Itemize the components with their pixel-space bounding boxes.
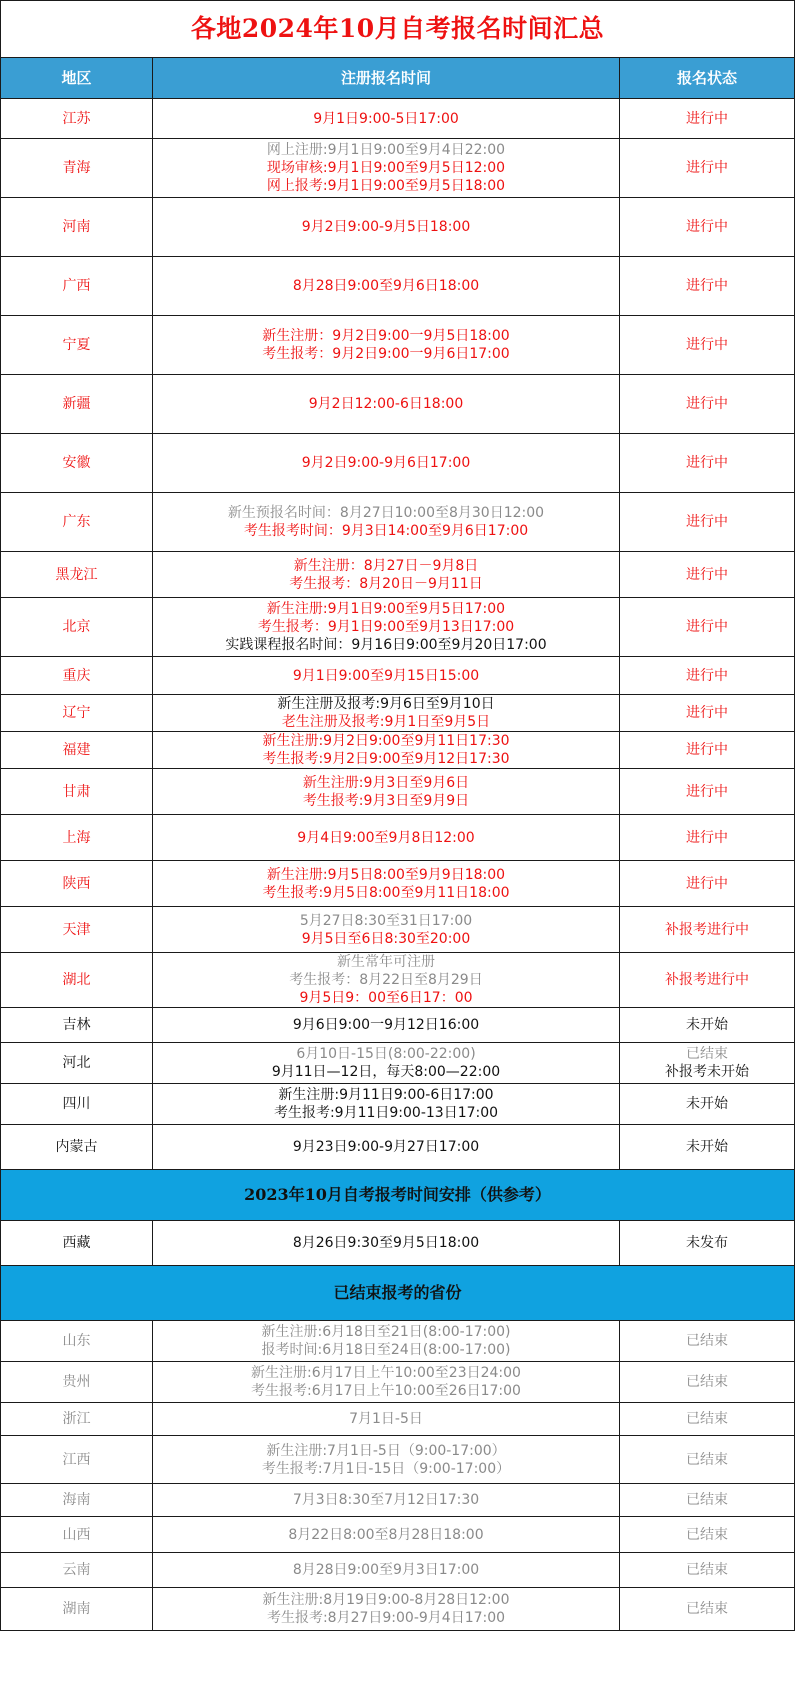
- table-row: [1, 598, 795, 657]
- region-cell: 甘肃: [1, 769, 153, 815]
- region-cell: 安徽: [1, 434, 153, 493]
- status-cell: [620, 769, 795, 815]
- time-cell-line: 考生报考：9月2日9:00一9月6日17:00: [262, 346, 510, 362]
- section-ended-header-title: 已结束报考的省份: [1, 1266, 795, 1321]
- time-cell-line: 新生注册:7月1日-5日（9:00-17:00）: [266, 1442, 506, 1459]
- table-row: [1, 769, 795, 815]
- table-row: [1, 1321, 795, 1362]
- time-cell-line: 7月3日8:30至7月12日17:30: [292, 1492, 480, 1508]
- table-row: [1, 1553, 795, 1588]
- time-cell: [153, 1436, 620, 1484]
- status-cell-line: 进行中: [686, 783, 728, 800]
- time-cell: [153, 1588, 620, 1631]
- time-cell: [153, 1043, 620, 1084]
- time-cell: [153, 598, 620, 657]
- status-cell-line: 已结束: [686, 1601, 728, 1617]
- status-cell: [620, 1517, 795, 1553]
- time-cell-line: 现场审核:9月1日9:00至9月5日12:00: [266, 160, 506, 176]
- status-cell-line: 已结束: [686, 1046, 728, 1062]
- section-2023-header: [1, 1170, 795, 1221]
- time-cell-line: 考生报考:6月17日上午10:00至26日17:00: [251, 1383, 521, 1399]
- time-cell-line: 新生注册及报考:9月6日至9月10日: [277, 696, 495, 712]
- time-cell-line: 新生注册:6月18日至21日(8:00-17:00): [261, 1324, 511, 1340]
- time-cell-line: 9月1日9:00至9月15日15:00: [292, 667, 480, 684]
- status-cell: [620, 695, 795, 732]
- status-cell-line: 进行中: [686, 705, 728, 721]
- status-cell-line: 未开始: [686, 1096, 728, 1112]
- table-row: [1, 493, 795, 552]
- time-cell: [153, 1517, 620, 1553]
- table-row: [1, 1484, 795, 1517]
- status-cell: [620, 316, 795, 375]
- status-cell: [620, 1436, 795, 1484]
- time-cell: [153, 99, 620, 139]
- time-cell-line: 考生报考:9月5日8:00至9月11日18:00: [262, 884, 510, 901]
- status-cell-line: 进行中: [686, 875, 728, 892]
- time-cell: [153, 953, 620, 1008]
- status-cell-line: 已结束: [686, 1526, 728, 1543]
- time-cell: [153, 1553, 620, 1588]
- table-row: [1, 1403, 795, 1436]
- region-cell: 贵州: [1, 1362, 153, 1403]
- table-row: [1, 375, 795, 434]
- status-cell: [620, 732, 795, 769]
- status-cell-line: 已结束: [686, 1562, 728, 1578]
- table-row: [1, 657, 795, 695]
- time-cell-line: 新生常年可注册: [337, 954, 435, 970]
- table-row: [1, 1436, 795, 1484]
- header-region: 地区: [1, 58, 153, 99]
- time-cell: [153, 316, 620, 375]
- status-cell-line: 已结束: [686, 1411, 728, 1427]
- region-cell: 湖北: [1, 953, 153, 1008]
- status-cell-line: 进行中: [686, 160, 728, 176]
- table-row: [1, 1221, 795, 1266]
- region-cell: 北京: [1, 598, 153, 657]
- header-time: 注册报名时间: [153, 58, 620, 99]
- status-cell: [620, 552, 795, 598]
- status-cell-line: 进行中: [686, 829, 728, 846]
- table-row: [1, 257, 795, 316]
- status-cell: [620, 1043, 795, 1084]
- status-cell: [620, 1008, 795, 1043]
- time-cell: [153, 198, 620, 257]
- status-cell: [620, 198, 795, 257]
- time-cell-line: 新生注册:9月2日9:00至9月11日17:30: [262, 733, 510, 749]
- time-cell: [153, 861, 620, 907]
- status-cell: [620, 1221, 795, 1266]
- status-cell-line: 补报考进行中: [665, 972, 749, 988]
- time-cell-line: 新生预报名时间：8月27日10:00至8月30日12:00: [227, 505, 545, 521]
- time-cell-line: 考生报考:9月11日9:00-13日17:00: [273, 1105, 499, 1121]
- region-cell: 陕西: [1, 861, 153, 907]
- time-cell-line: 8月22日8:00至8月28日18:00: [288, 1526, 484, 1543]
- status-cell: [620, 1403, 795, 1436]
- time-cell: [153, 732, 620, 769]
- region-cell: 新疆: [1, 375, 153, 434]
- time-cell: [153, 907, 620, 953]
- time-cell: [153, 695, 620, 732]
- time-cell-line: 考生报考:9月3日至9月9日: [302, 792, 470, 809]
- section-2023-header-title: 2023年10月自考报考时间安排（供参考）: [1, 1170, 795, 1221]
- time-cell: [153, 434, 620, 493]
- time-cell: [153, 1484, 620, 1517]
- status-cell: [620, 1588, 795, 1631]
- time-cell-line: 8月28日9:00至9月6日18:00: [292, 278, 480, 294]
- time-cell-line: 9月2日9:00-9月6日17:00: [301, 455, 471, 471]
- status-cell: [620, 99, 795, 139]
- time-cell: [153, 1362, 620, 1403]
- time-cell-line: 网上注册:9月1日9:00至9月4日22:00: [266, 142, 506, 158]
- region-cell: 四川: [1, 1084, 153, 1125]
- table-row: [1, 1362, 795, 1403]
- time-cell-line: 9月2日12:00-6日18:00: [308, 396, 464, 412]
- table-row: [1, 1043, 795, 1084]
- region-cell: 青海: [1, 139, 153, 198]
- status-cell: [620, 434, 795, 493]
- time-cell: [153, 657, 620, 695]
- time-cell-line: 考生报考时间：9月3日14:00至9月6日17:00: [243, 523, 529, 539]
- time-cell-line: 考生报考:8月27日9:00-9月4日17:00: [266, 1610, 506, 1626]
- time-cell: [153, 552, 620, 598]
- region-cell: 广西: [1, 257, 153, 316]
- table-row: [1, 861, 795, 907]
- table-row: [1, 732, 795, 769]
- status-cell: [620, 1484, 795, 1517]
- status-cell-line: 已结束: [686, 1451, 728, 1468]
- time-cell: [153, 375, 620, 434]
- status-cell-line: 未开始: [686, 1139, 728, 1155]
- region-cell: 河南: [1, 198, 153, 257]
- page-title: 各地2024年10月自考报名时间汇总: [1, 1, 795, 58]
- time-cell-line: 5月27日8:30至31日17:00: [299, 912, 473, 929]
- time-cell-line: 8月26日9:30至9月5日18:00: [292, 1235, 480, 1251]
- status-cell-line: 未开始: [686, 1017, 728, 1033]
- time-cell-line: 考生报考：8月20日－9月11日: [289, 575, 483, 592]
- time-cell: [153, 1084, 620, 1125]
- status-cell-line: 已结束: [686, 1492, 728, 1508]
- table-row: [1, 434, 795, 493]
- region-cell: 云南: [1, 1553, 153, 1588]
- status-cell-line: 进行中: [686, 514, 728, 530]
- time-cell-line: 9月5日至6日8:30至20:00: [301, 930, 471, 947]
- time-cell: [153, 1008, 620, 1043]
- title-row: [1, 1, 795, 58]
- region-cell: 江西: [1, 1436, 153, 1484]
- table-row: [1, 316, 795, 375]
- time-cell-line: 考生报考：9月1日9:00至9月13日17:00: [257, 619, 515, 635]
- time-cell-line: 新生注册：9月2日9:00一9月5日18:00: [262, 328, 510, 344]
- header-row: [1, 58, 795, 99]
- status-cell-line: 进行中: [686, 455, 728, 471]
- status-cell: [620, 953, 795, 1008]
- time-cell-line: 9月4日9:00至9月8日12:00: [297, 829, 475, 846]
- table-row: [1, 907, 795, 953]
- table-row: [1, 815, 795, 861]
- time-cell-line: 9月5日9：00至6日17：00: [299, 990, 473, 1006]
- region-cell: 浙江: [1, 1403, 153, 1436]
- table-row: [1, 198, 795, 257]
- region-cell: 天津: [1, 907, 153, 953]
- time-cell-line: 8月28日9:00至9月3日17:00: [292, 1562, 480, 1578]
- table-row: [1, 99, 795, 139]
- region-cell: 广东: [1, 493, 153, 552]
- region-cell: 黑龙江: [1, 552, 153, 598]
- region-cell: 江苏: [1, 99, 153, 139]
- status-cell: [620, 1321, 795, 1362]
- status-cell-line: 进行中: [686, 110, 728, 127]
- time-cell-line: 新生注册:6月17日上午10:00至23日24:00: [251, 1365, 521, 1381]
- time-cell: [153, 493, 620, 552]
- status-cell: [620, 139, 795, 198]
- status-cell-line: 已结束: [686, 1374, 728, 1390]
- status-cell: [620, 1362, 795, 1403]
- region-cell: 上海: [1, 815, 153, 861]
- time-cell-line: 新生注册:9月1日9:00至9月5日17:00: [266, 601, 506, 617]
- status-cell-line: 进行中: [686, 619, 728, 635]
- region-cell: 湖南: [1, 1588, 153, 1631]
- time-cell-line: 6月10日-15日(8:00-22:00): [296, 1046, 476, 1062]
- status-cell: [620, 375, 795, 434]
- region-cell: 内蒙古: [1, 1125, 153, 1170]
- time-cell: [153, 139, 620, 198]
- status-cell: [620, 907, 795, 953]
- time-cell: [153, 1403, 620, 1436]
- time-cell-line: 考生报考:9月2日9:00至9月12日17:30: [262, 751, 510, 767]
- time-cell-line: 9月11日—12日，每天8:00—22:00: [271, 1064, 501, 1080]
- section-ended-header: [1, 1266, 795, 1321]
- status-cell: [620, 1553, 795, 1588]
- table-row: [1, 1125, 795, 1170]
- region-cell: 山东: [1, 1321, 153, 1362]
- time-cell: [153, 1125, 620, 1170]
- status-cell: [620, 815, 795, 861]
- time-cell-line: 老生注册及报考:9月1日至9月5日: [281, 714, 491, 730]
- time-cell-line: 网上报考:9月1日9:00至9月5日18:00: [266, 178, 506, 194]
- time-cell-line: 报考时间:6月18日至24日(8:00-17:00): [261, 1342, 511, 1358]
- time-cell-line: 9月23日9:00-9月27日17:00: [292, 1139, 480, 1155]
- time-cell: [153, 257, 620, 316]
- table-row: [1, 1008, 795, 1043]
- time-cell: [153, 769, 620, 815]
- time-cell-line: 新生注册：8月27日－9月8日: [293, 557, 479, 574]
- status-cell-line: 进行中: [686, 278, 728, 294]
- time-cell-line: 9月6日9:00一9月12日16:00: [292, 1017, 480, 1033]
- table-row: [1, 552, 795, 598]
- status-cell: [620, 257, 795, 316]
- status-cell-line: 进行中: [686, 219, 728, 235]
- status-cell: [620, 1084, 795, 1125]
- table-row: [1, 139, 795, 198]
- time-cell-line: 考生报考：8月22日至8月29日: [289, 972, 483, 988]
- region-cell: 海南: [1, 1484, 153, 1517]
- time-cell: [153, 1221, 620, 1266]
- time-cell-line: 7月1日-5日: [349, 1411, 423, 1427]
- time-cell-line: 新生注册:9月11日9:00-6日17:00: [278, 1087, 494, 1103]
- time-cell-line: 新生注册:8月19日9:00-8月28日12:00: [262, 1592, 510, 1608]
- status-cell-line: 进行中: [686, 667, 728, 684]
- region-cell: 重庆: [1, 657, 153, 695]
- table-row: [1, 1588, 795, 1631]
- status-cell: [620, 861, 795, 907]
- table-row: [1, 953, 795, 1008]
- region-cell: 宁夏: [1, 316, 153, 375]
- time-cell: [153, 815, 620, 861]
- time-cell-line: 新生注册:9月3日至9月6日: [302, 774, 470, 791]
- region-cell: 河北: [1, 1043, 153, 1084]
- table-row: [1, 695, 795, 732]
- table-row: [1, 1084, 795, 1125]
- status-cell-line: 进行中: [686, 742, 728, 758]
- schedule-table-body: [1, 1, 795, 1631]
- status-cell: [620, 1125, 795, 1170]
- time-cell: [153, 1321, 620, 1362]
- status-cell-line: 补报考未开始: [665, 1064, 749, 1080]
- time-cell-line: 新生注册:9月5日8:00至9月9日18:00: [266, 866, 506, 883]
- region-cell: 福建: [1, 732, 153, 769]
- time-cell-line: 9月2日9:00-9月5日18:00: [301, 219, 471, 235]
- status-cell-line: 补报考进行中: [665, 921, 749, 938]
- status-cell-line: 未发布: [686, 1235, 728, 1251]
- status-cell-line: 进行中: [686, 337, 728, 353]
- table-row: [1, 1517, 795, 1553]
- status-cell: [620, 493, 795, 552]
- status-cell-line: 进行中: [686, 566, 728, 583]
- time-cell-line: 考生报考:7月1日-15日（9:00-17:00）: [261, 1460, 511, 1477]
- region-cell: 山西: [1, 1517, 153, 1553]
- region-cell: 辽宁: [1, 695, 153, 732]
- region-cell: 吉林: [1, 1008, 153, 1043]
- time-cell-line: 9月1日9:00-5日17:00: [313, 110, 459, 127]
- header-status: 报名状态: [620, 58, 795, 99]
- status-cell-line: 已结束: [686, 1333, 728, 1349]
- status-cell: [620, 598, 795, 657]
- status-cell-line: 进行中: [686, 396, 728, 412]
- region-cell: 西藏: [1, 1221, 153, 1266]
- status-cell: [620, 657, 795, 695]
- time-cell-line: 实践课程报名时间：9月16日9:00至9月20日17:00: [225, 637, 547, 653]
